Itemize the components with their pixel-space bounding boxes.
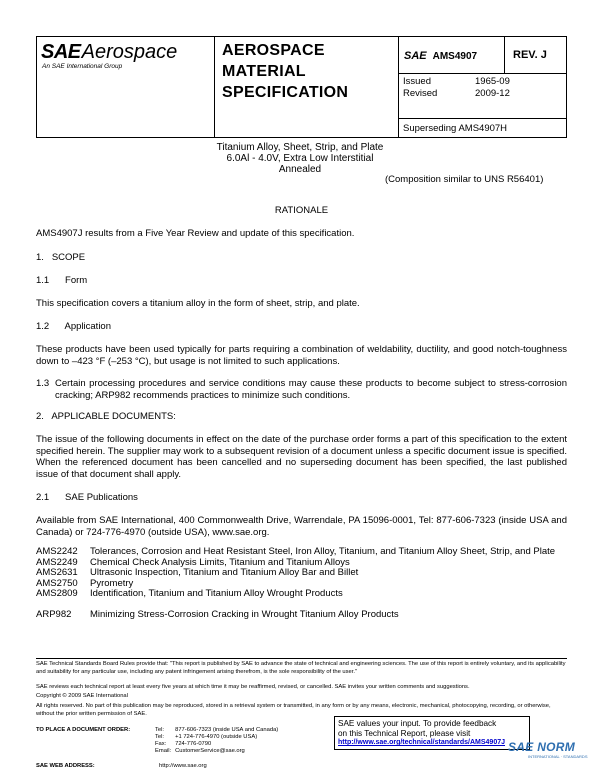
reference-item (36, 589, 567, 600)
superseding-note: Superseding AMS4907H (403, 123, 508, 134)
material-title-2: 6.0Al - 4.0V, Extra Low Interstitial (226, 153, 374, 164)
rationale-text: AMS4907J results from a Five Year Review and update of this specification. (36, 228, 355, 239)
reference-code: ARP982 (36, 608, 72, 620)
reference-title: Minimizing Stress-Corrosion Cracking in Wrought Titanium Alloy Products (90, 608, 399, 620)
order-label: TO PLACE A DOCUMENT ORDER: (36, 727, 131, 733)
sae-aerospace-logo (41, 41, 177, 70)
reference-title: Ultrasonic Inspection, Titanium and Titanium Alloy Bar and Billet (90, 567, 359, 578)
reference-code: AMS2750 (36, 577, 78, 589)
issued-label: Issued (403, 76, 431, 87)
doc-type-line: MATERIAL (222, 63, 306, 80)
issued-date: 1965-09 (475, 76, 510, 87)
section-1-heading: 1. SCOPE (36, 252, 86, 263)
fax-label: Fax: (155, 741, 167, 747)
reference-list (36, 547, 567, 620)
section-1-1-text: This specification covers a titanium alloy in the form of sheet, strip, and plate. (36, 298, 360, 309)
doc-type-line: SPECIFICATION (222, 84, 349, 101)
doc-number (404, 50, 477, 62)
feedback-line-1: SAE values your input. To provide feedback (338, 719, 497, 728)
email-label: Email: (155, 748, 172, 754)
reference-title: Chemical Check Analysis Limits, Titanium and Titanium Alloys (90, 556, 350, 568)
tel2-label: Tel: (155, 734, 165, 740)
section-2-heading: 2. APPLICABLE DOCUMENTS: (36, 411, 176, 422)
revised-date: 2009-12 (475, 88, 510, 99)
section-1-3-text: Certain processing procedures and service conditions may cause these products to become subject to stress-corrosion cracking; ARP982 recommends practices to minimize such conditions. (55, 378, 567, 401)
reference-item (36, 610, 567, 621)
order-contact-table (36, 727, 282, 755)
footer-divider (36, 658, 567, 659)
section-1-3-number: 1.3 (36, 378, 50, 389)
doc-number-value: AMS4907 (432, 51, 478, 62)
section-2-1-text: Available from SAE International, 400 Commonwealth Drive, Warrendale, PA 15096-0001, Tel: 877-606-7323 (inside USA and Canada) or 724-776-4970 (outside USA), www.sae.org. (36, 515, 567, 538)
watermark-subtitle: INTERNATIONAL · STANDARDS (528, 754, 588, 759)
reference-code: AMS2242 (36, 546, 78, 557)
footer-rights-text: All rights reserved. No part of this publication may be reproduced, stored in a retrieval system or transmitted, in any form or by any means, electronic, mechanical, photocopying, recording, or otherwise, without the prior written permission of SAE. (36, 703, 551, 717)
logo-sae: SAE (41, 41, 81, 63)
feedback-link[interactable]: http://www.sae.org/technical/standards/AMS4907J (338, 739, 506, 746)
doc-type-line: AEROSPACE (222, 42, 325, 59)
footer-copyright: Copyright © 2009 SAE International (36, 693, 128, 699)
email-value[interactable]: CustomerService@sae.org (175, 748, 245, 754)
reference-title: Pyrometry (90, 577, 134, 589)
material-title-3: Annealed (278, 164, 322, 175)
tel1-value: 877-606-7323 (inside USA and Canada) (175, 727, 279, 733)
revised-label: Revised (403, 88, 438, 99)
composition-note: (Composition similar to UNS R56401) (385, 174, 544, 185)
web-address-label: SAE WEB ADDRESS: (36, 763, 95, 769)
revision-label: REV. J (513, 49, 547, 61)
reference-code: AMS2631 (36, 567, 78, 578)
reference-code: AMS2809 (36, 588, 78, 599)
web-address-link[interactable]: http://www.sae.org (159, 763, 207, 769)
sae-mini-logo: SAE (404, 50, 427, 62)
section-2-text: The issue of the following documents in effect on the date of the purchase order forms a part of this specification to the extent specified herein. The supplier may work to a subsequent revision of a document unless a specific document issue is specified. When the referenced document has been cancelled and no superseding document has been specified, the last published issue of that document shall apply. (36, 434, 567, 480)
rationale-heading: RATIONALE (274, 205, 329, 216)
reference-item (36, 547, 567, 558)
footer-review-text: SAE reviews each technical report at least every five years at which time it may be reaffirmed, revised, or cancelled. SAE invites your written comments and suggestions. (36, 684, 470, 690)
tel2-value: +1 724-776-4970 (outside USA) (175, 734, 258, 740)
reference-code: AMS2249 (36, 556, 78, 568)
footer-rules-text: SAE Technical Standards Board Rules provide that: "This report is published by SAE to advance the state of technical and engineering sciences. The use of this report is entirely voluntary, and its applicability and suitability for any particular use, including any patent infringement arising therefrom, is the sole responsibility of the user." (36, 661, 566, 675)
tel1-label: Tel: (155, 727, 165, 733)
feedback-box (334, 716, 530, 750)
doc-type-title (222, 40, 348, 103)
sae-norm-watermark: SAE NORM (508, 740, 576, 754)
dates-block (403, 76, 510, 100)
fax-value: 724-776-0790 (175, 741, 212, 747)
material-title-1: Titanium Alloy, Sheet, Strip, and Plate (216, 142, 384, 153)
section-1-2-heading: 1.2 Application (36, 321, 111, 332)
feedback-line-2: on this Technical Report, please visit (338, 728, 471, 738)
logo-tagline: An SAE International Group (42, 63, 123, 70)
logo-aerospace: Aerospace (81, 41, 178, 63)
section-2-1-heading: 2.1 SAE Publications (36, 492, 138, 503)
reference-title: Identification, Titanium and Titanium Alloy Wrought Products (90, 588, 343, 599)
section-1-1-heading: 1.1 Form (36, 275, 88, 286)
section-1-2-text: These products have been used typically for parts requiring a combination of weldability, ductility, and good notch-toughness down to –423 °F (–253 °C), but usage is not limited to such applications. (36, 344, 567, 367)
reference-item (36, 568, 567, 579)
reference-title: Tolerances, Corrosion and Heat Resistant Steel, Iron Alloy, Titanium, and Titanium Alloy Sheet, Strip, and Plate (90, 546, 556, 557)
header-box (36, 36, 567, 138)
